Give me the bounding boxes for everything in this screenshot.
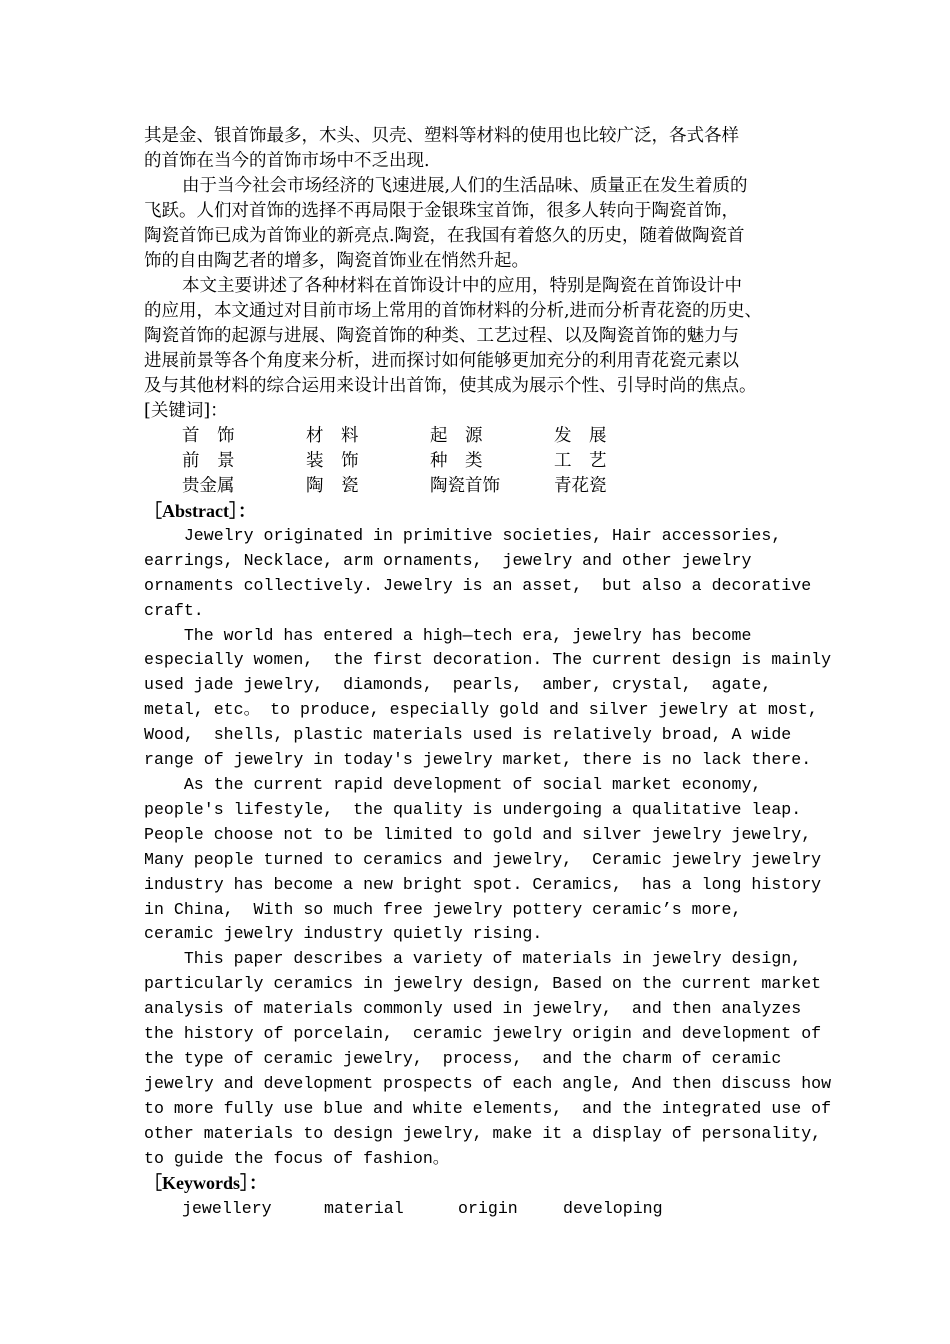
text-line: other materials to design jewelry, make it a display of personality, — [144, 1123, 822, 1143]
text-line: ornaments collectively. Jewelry is an asset, but also a decorative — [144, 575, 812, 595]
keyword: 陶 瓷 — [306, 476, 359, 496]
text-line: 飞跃。人们对首饰的选择不再局限于金银珠宝首饰，很多人转向于陶瓷首饰， — [144, 201, 739, 221]
text-line: range of jewelry in today's jewelry market, there is no lack there. — [144, 750, 812, 770]
text-line: particularly ceramics in jewelry design, Based on the current market — [144, 974, 822, 994]
keyword: 贵金属 — [182, 476, 235, 496]
text-line: especially women, the first decoration. The current design is mainly — [144, 650, 832, 670]
text-line: The world has entered a high—tech era, jewelry has become — [144, 625, 752, 645]
text-line: 饰的自由陶艺者的增多，陶瓷首饰业在悄然升起。 — [144, 251, 529, 271]
text-line: 的应用，本文通过对目前市场上常用的首饰材料的分析,进而分析青花瓷的历史、 — [144, 301, 763, 321]
en-paragraph-2 — [144, 624, 832, 773]
text-line: 进展前景等各个角度来分析，进而探讨如何能够更加充分的利用青花瓷元素以 — [144, 351, 739, 371]
cn-paragraph-3 — [144, 274, 814, 399]
cn-paragraph-1 — [144, 124, 814, 174]
text-line: This paper describes a variety of materials in jewelry design, — [144, 949, 802, 969]
keyword-row — [182, 449, 678, 474]
keyword: 陶瓷首饰 — [430, 476, 500, 496]
keyword-row — [182, 424, 678, 449]
text-line: the type of ceramic jewelry, process, and the charm of ceramic — [144, 1048, 782, 1068]
text-line: ceramic jewelry industry quietly rising. — [144, 924, 543, 944]
en-keywords-row — [182, 1196, 814, 1221]
cn-keywords-table — [182, 424, 678, 499]
text-line: 其是金、银首饰最多，木头、贝壳、塑料等材料的使用也比较广泛，各式各样 — [144, 126, 739, 146]
keyword: jewellery — [182, 1199, 272, 1219]
keyword: 起 源 — [430, 426, 483, 446]
keyword: 青花瓷 — [554, 476, 607, 496]
keyword: 首 饰 — [182, 426, 235, 446]
text-line: in China, With so much free jewelry pottery ceramic’s more, — [144, 899, 742, 919]
cn-keywords-heading: [关键词]： — [144, 401, 228, 421]
keyword: 装 饰 — [306, 451, 359, 471]
text-line: 由于当今社会市场经济的飞速进展,人们的生活品味、质量正在发生着质的 — [182, 176, 748, 196]
keywords-heading: ［Keywords］： — [144, 1173, 267, 1194]
abstract-heading: ［Abstract］： — [144, 501, 256, 521]
text-line: 陶瓷首饰的起源与进展、陶瓷首饰的种类、工艺过程、以及陶瓷首饰的魅力与 — [144, 326, 739, 346]
en-paragraph-1 — [144, 524, 814, 624]
cn-paragraph-2 — [144, 174, 814, 274]
keyword: 前 景 — [182, 451, 235, 471]
text-line: to guide the focus of fashion。 — [144, 1148, 450, 1168]
keyword: 材 料 — [306, 426, 359, 446]
keyword: origin — [458, 1199, 518, 1219]
text-line: 本文主要讲述了各种材料在首饰设计中的应用，特别是陶瓷在首饰设计中 — [182, 276, 742, 296]
text-line: metal, etc。 to produce, especially gold and silver jewelry at most, — [144, 700, 818, 720]
keyword: 工 艺 — [554, 451, 607, 471]
text-line: Many people turned to ceramics and jewelry, Ceramic jewelry jewelry — [144, 849, 822, 869]
text-line: to more fully use blue and white elements, and the integrated use of — [144, 1098, 832, 1118]
text-line: analysis of materials commonly used in jewelry, and then analyzes — [144, 999, 802, 1019]
en-paragraph-3 — [144, 773, 822, 947]
keyword: 种 类 — [430, 451, 483, 471]
text-line: jewelry and development prospects of each angle, And then discuss how — [144, 1073, 832, 1093]
text-line: People choose not to be limited to gold and silver jewelry jewelry, — [144, 824, 812, 844]
text-line: used jade jewelry, diamonds, pearls, amber, crystal, agate, — [144, 675, 772, 695]
text-line: earrings, Necklace, arm ornaments, jewelry and other jewelry — [144, 550, 752, 570]
document-page — [144, 124, 832, 1221]
keyword: developing — [563, 1199, 663, 1219]
text-line: 的首饰在当今的首饰市场中不乏出现. — [144, 151, 430, 171]
keyword: material — [324, 1199, 404, 1219]
keyword: 发 展 — [554, 426, 607, 446]
text-line: people's lifestyle, the quality is undergoing a qualitative leap. — [144, 799, 802, 819]
text-line: the history of porcelain, ceramic jewelry origin and development of — [144, 1024, 822, 1044]
text-line: 陶瓷首饰已成为首饰业的新亮点.陶瓷，在我国有着悠久的历史，随着做陶瓷首 — [144, 226, 745, 246]
text-line: Wood, shells, plastic materials used is relatively broad, A wide — [144, 725, 792, 745]
text-line: industry has become a new bright spot. Ceramics, has a long history — [144, 874, 822, 894]
text-line: craft. — [144, 600, 204, 620]
text-line: 及与其他材料的综合运用来设计出首饰，使其成为展示个性、引导时尚的焦点。 — [144, 376, 757, 396]
text-line: Jewelry originated in primitive societies, Hair accessories, — [144, 525, 782, 545]
text-line: As the current rapid development of social market economy, — [144, 774, 762, 794]
keyword-row — [182, 474, 678, 499]
en-paragraph-4 — [144, 947, 832, 1171]
